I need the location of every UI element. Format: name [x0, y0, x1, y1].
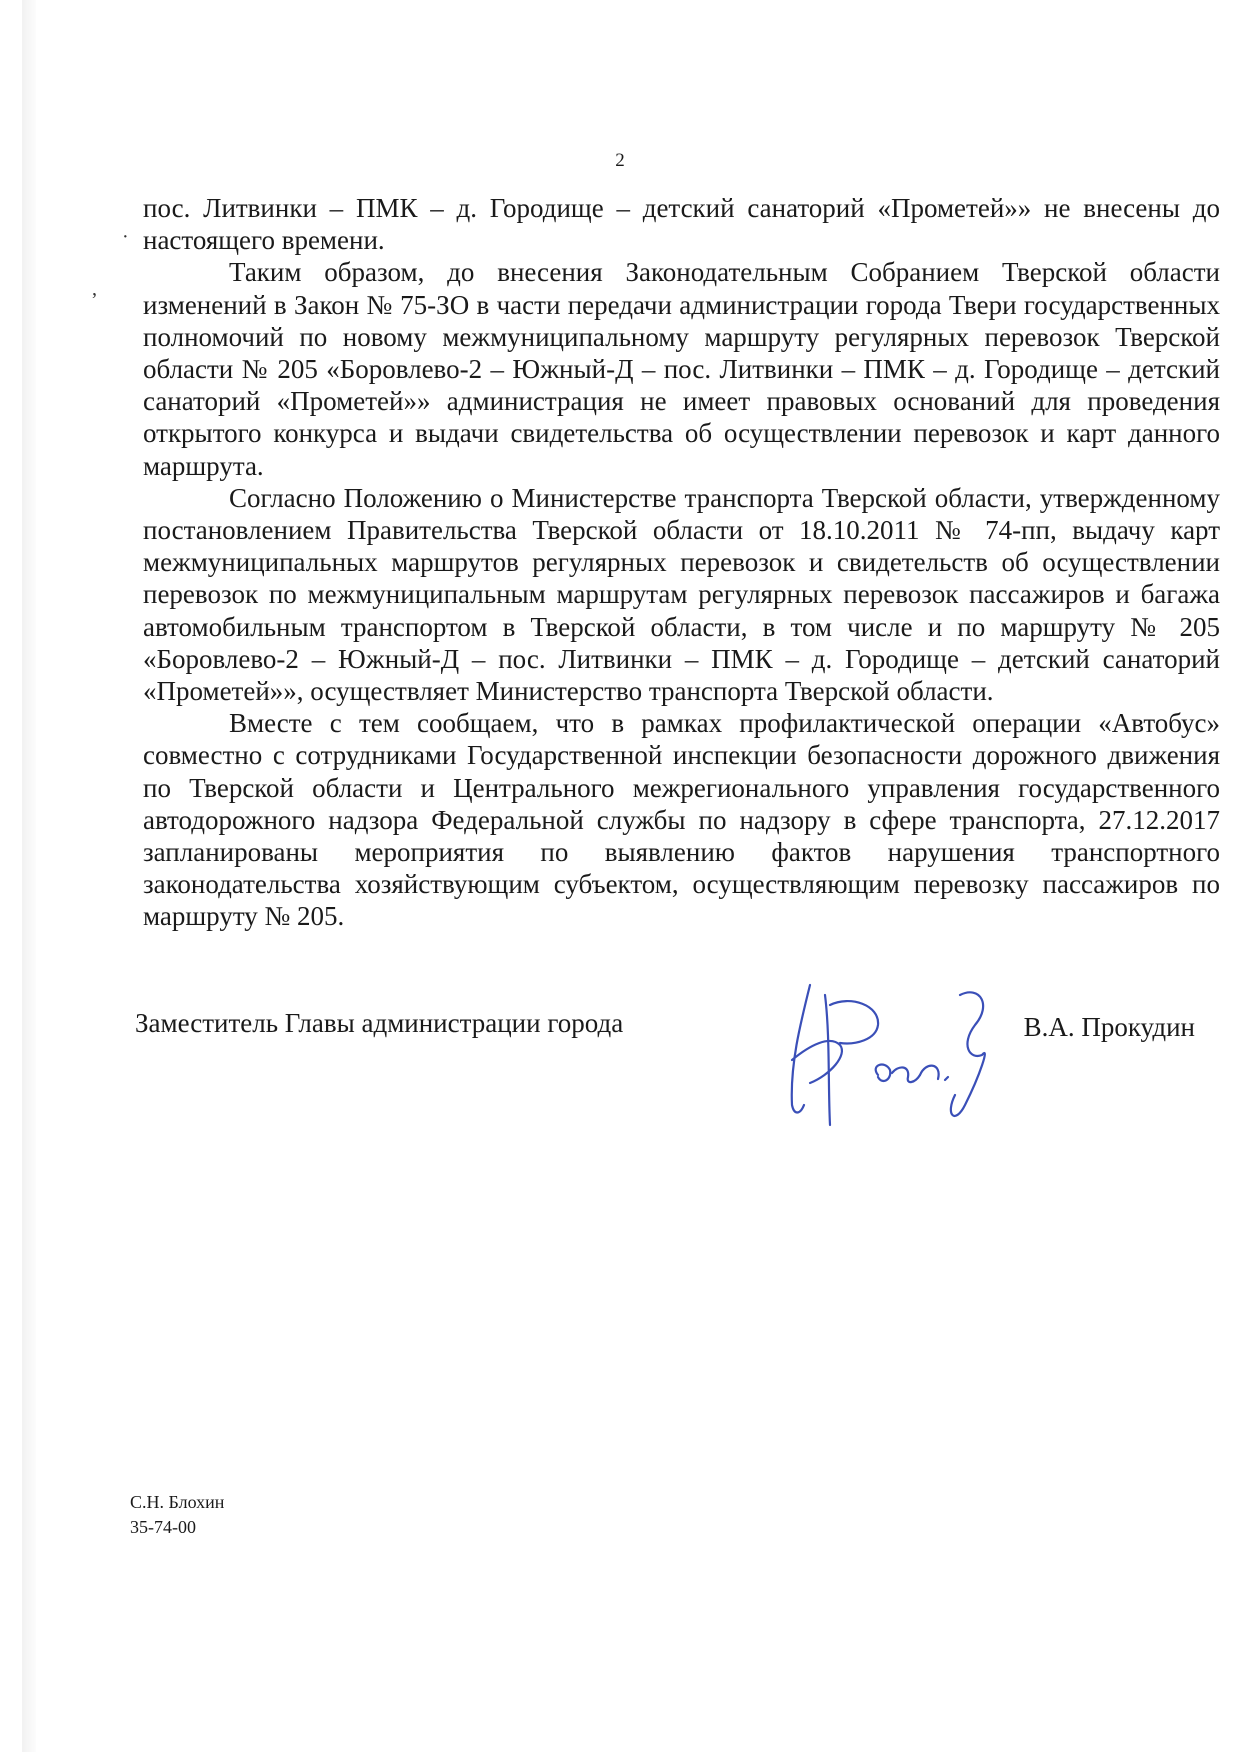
executor-name: С.Н. Блохин — [130, 1492, 225, 1512]
handwritten-signature — [770, 965, 1000, 1140]
scan-speck: · — [122, 226, 129, 248]
paragraph: Вместе с тем сообщаем, что в рамках профилактической операции «Автобус» совместно с сотрудниками Государственной инспекции безопасности дорожного движения по Тверской области и Центрального межрегионального управления государственного автодорожного надзора Федеральной службы по надзору в сфере транспорта, 27.12.2017 запланированы мероприятия по выявлению фактов нарушения транспортного законодательства хозяйствующим субъектом, осуществляющим перевозку пассажиров по маршруту № 205. — [143, 708, 1220, 932]
page-number: 2 — [615, 150, 625, 171]
executor-info — [130, 1490, 224, 1540]
executor-phone: 35-74-00 — [130, 1517, 196, 1537]
scan-speck: , — [92, 278, 97, 300]
signatory-position: Заместитель Главы администрации города — [135, 1008, 624, 1038]
signature-block — [135, 1008, 1195, 1048]
paragraph: Согласно Положению о Министерстве транспорта Тверской области, утвержденному постановлением Правительства Тверской области от 18.10.2011 № 74-пп, выдачу карт межмуниципальных маршрутов регулярных перевозок и свидетельств об осуществлении перевозок по межмуниципальным маршрутам регулярных перевозок пассажиров и багажа автомобильным транспортом в Тверской области, в том числе и по маршруту № 205 «Боровлево-2 – Южный-Д – пос. Литвинки – ПМК – д. Городище – детский санаторий «Прометей»», осуществляет Министерство транспорта Тверской области. — [143, 482, 1220, 707]
scan-edge-shadow — [22, 0, 36, 1752]
letter-body — [143, 192, 1220, 933]
paragraph: Таким образом, до внесения Законодательным Собранием Тверской области изменений в Закон № 75-ЗО в части передачи администрации города Твери государственных полномочий по новому межмуниципальному маршруту регулярных перевозок Тверской области № 205 «Боровлево-2 – Южный-Д – пос. Литвинки – ПМК – д. Городище – детский санаторий «Прометей»» администрация не имеет правовых оснований для проведения открытого конкурса и выдачи свидетельства об осуществлении перевозок и карт данного маршрута. — [143, 257, 1220, 481]
signatory-name: В.А. Прокудин — [1023, 1012, 1195, 1042]
paragraph: пос. Литвинки – ПМК – д. Городище – детский санаторий «Прометей»» не внесены до настоящего времени. — [143, 193, 1220, 256]
